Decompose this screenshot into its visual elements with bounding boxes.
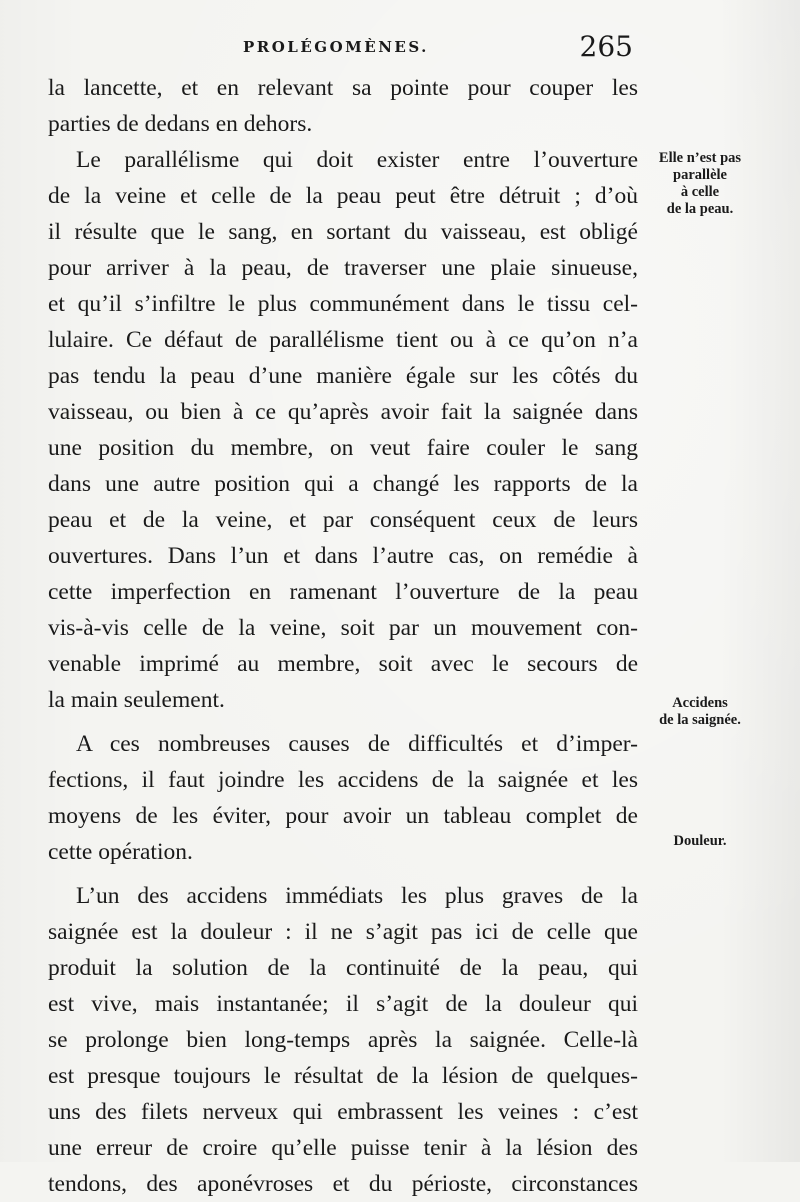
text-line: cette opération. <box>48 839 193 865</box>
text-line: parties de dedans en dehors. <box>48 111 313 137</box>
text-line: cette imperfection en ramenant l’ouverture de la peau <box>48 579 638 605</box>
paragraph <box>48 142 638 718</box>
margin-note-parallelism <box>645 150 755 218</box>
text-line: dans une autre position qui a changé les rapports de la <box>48 471 638 497</box>
text-line: une erreur de croire qu’elle puisse tenir à la lésion des <box>48 1135 638 1161</box>
margin-note-accidents <box>645 695 755 729</box>
margin-note-line: de la peau. <box>666 201 734 217</box>
page-header <box>48 28 633 68</box>
text-line: il résulte que le sang, en sortant du vaisseau, est obligé <box>48 219 638 245</box>
text-line: tendons, des aponévroses et du périoste, circonstances <box>48 1171 638 1197</box>
text-line: fections, il faut joindre les accidens de la saignée et les <box>48 767 638 793</box>
text-line: A ces nombreuses causes de difficultés et d’imper- <box>76 731 638 757</box>
text-line: pas tendu la peau d’une manière égale sur les côtés du <box>48 363 638 389</box>
text-line: pour arriver à la peau, de traverser une plaie sinueuse, <box>48 255 638 281</box>
margin-note-line: de la saignée. <box>659 712 741 728</box>
margin-note-line: à celle <box>680 184 720 200</box>
text-line: est presque toujours le résultat de la lésion de quelques- <box>48 1063 638 1089</box>
text-line: de la veine et celle de la peau peut être détruit ; d’où <box>48 183 638 209</box>
text-line: Le parallélisme qui doit exister entre l’ouverture <box>76 147 638 173</box>
text-line: lulaire. Ce défaut de parallélisme tient ou à ce qu’on n’a <box>48 327 638 353</box>
margin-note-line: Accidens <box>672 695 728 711</box>
page-number: 265 <box>579 30 633 63</box>
text-line: une position du membre, on veut faire couler le sang <box>48 435 638 461</box>
margin-note-pain <box>645 833 755 850</box>
paragraph <box>48 726 638 870</box>
text-line: la main seulement. <box>48 687 225 713</box>
paragraph <box>48 878 638 1202</box>
text-line: uns des filets nerveux qui embrassent les veines : c’est <box>48 1099 638 1125</box>
text-line: produit la solution de la continuité de la peau, qui <box>48 955 638 981</box>
text-line: vis-à-vis celle de la veine, soit par un mouvement con- <box>48 615 638 641</box>
body-text <box>48 70 638 1202</box>
paragraph <box>48 70 638 142</box>
text-line: et qu’il s’infiltre le plus communément dans le tissu cel- <box>48 291 638 317</box>
margin-note-line: parallèle <box>673 167 727 183</box>
margin-note-line: Elle n’est pas <box>658 150 742 166</box>
text-line: L’un des accidens immédiats les plus graves de la <box>76 883 638 909</box>
text-line: venable imprimé au membre, soit avec le secours de <box>48 651 638 677</box>
text-line: vaisseau, ou bien à ce qu’après avoir fait la saignée dans <box>48 399 638 425</box>
text-line: se prolonge bien long-temps après la saignée. Celle-là <box>48 1027 638 1053</box>
text-line: saignée est la douleur : il ne s’agit pas ici de celle que <box>48 919 638 945</box>
text-line: moyens de les éviter, pour avoir un tableau complet de <box>48 803 638 829</box>
margin-note-line: Douleur. <box>673 833 727 849</box>
text-line: ouvertures. Dans l’un et dans l’autre cas, on remédie à <box>48 543 638 569</box>
text-line: est vive, mais instantanée; il s’agit de la douleur qui <box>48 991 638 1017</box>
text-line: la lancette, et en relevant sa pointe pour couper les <box>48 75 638 101</box>
running-title: PROLÉGOMÈNES. <box>243 38 429 56</box>
text-line: peau et de la veine, et par conséquent ceux de leurs <box>48 507 638 533</box>
